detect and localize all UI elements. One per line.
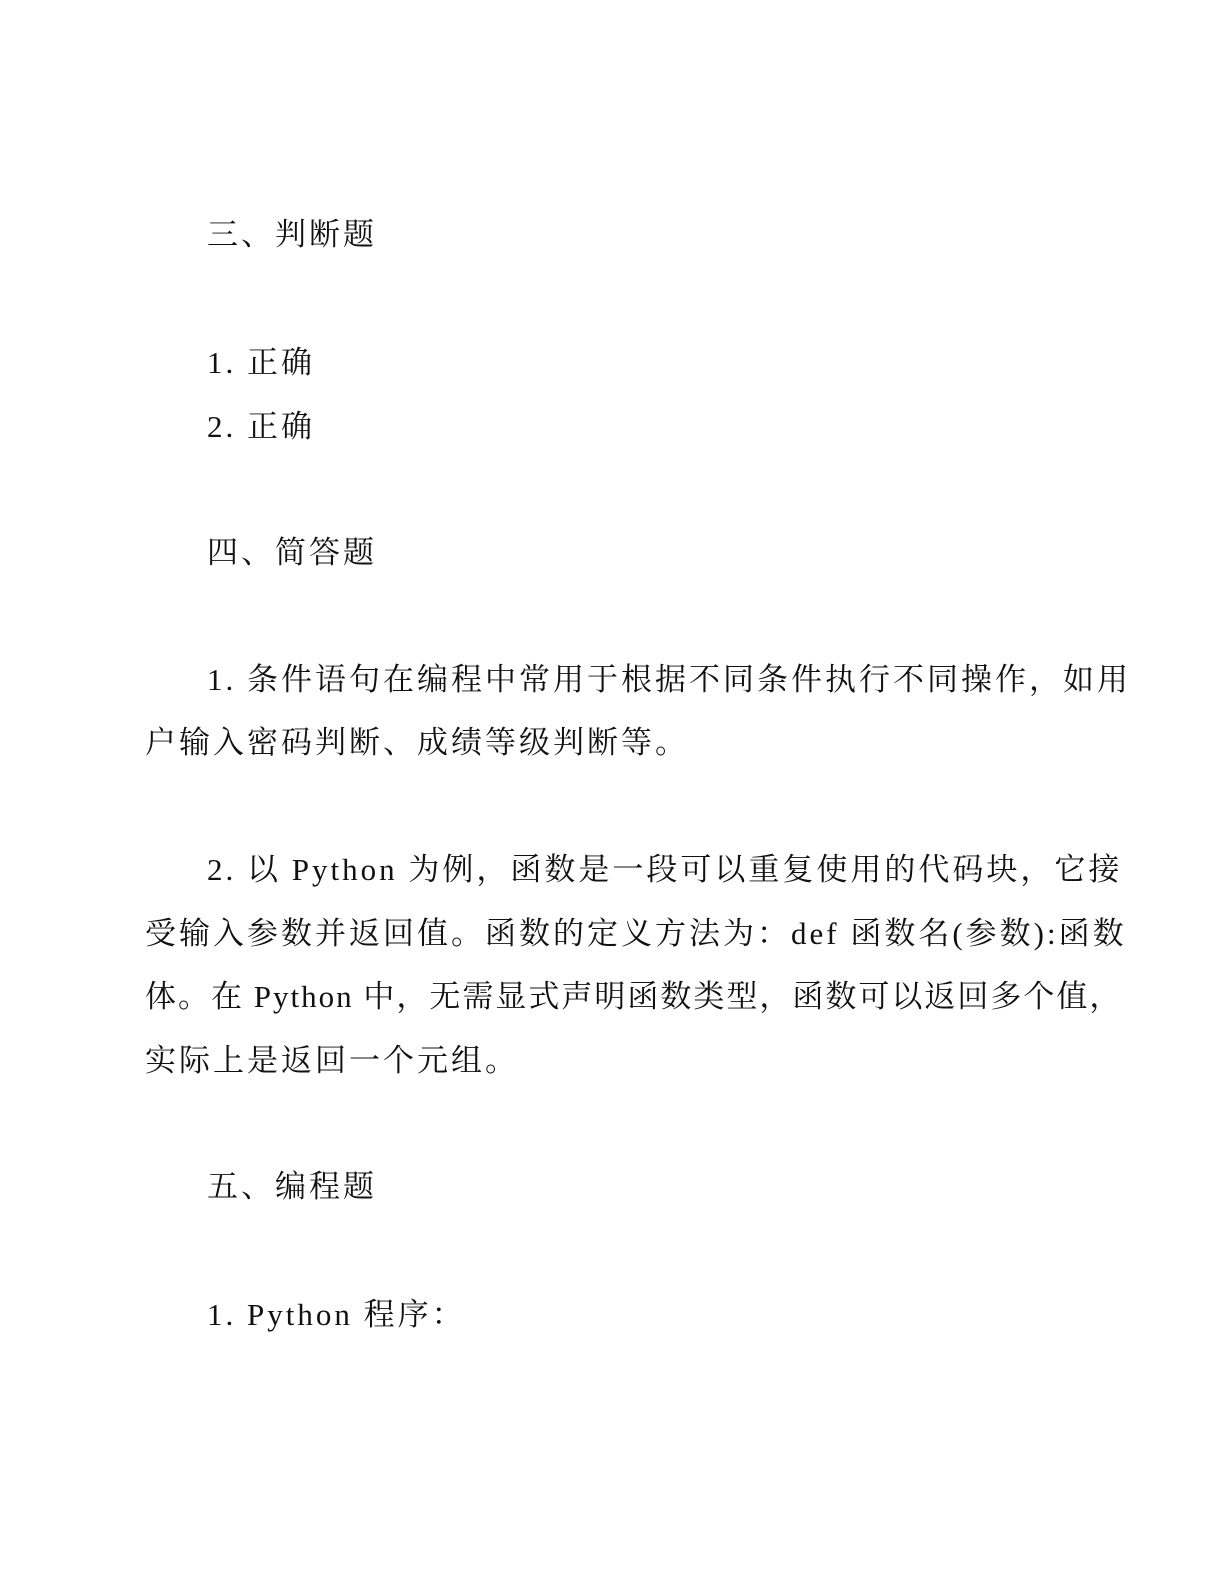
short-answer-2-line-3: 体。在 Python 中，无需显式声明函数类型，函数可以返回多个值，	[145, 979, 1123, 1014]
section-heading-judgement: 三、判断题	[207, 217, 377, 252]
short-answer-2-line-1: 2. 以 Python 为例，函数是一段可以重复使用的代码块，它接	[207, 852, 1123, 887]
judgement-answer-2: 2. 正确	[207, 409, 315, 444]
section-heading-short-answer: 四、简答题	[207, 535, 377, 570]
short-answer-1-line-2: 户输入密码判断、成绩等级判断等。	[145, 725, 689, 760]
short-answer-2-line-4: 实际上是返回一个元组。	[145, 1043, 519, 1078]
judgement-answer-1: 1. 正确	[207, 345, 315, 380]
short-answer-1-line-1: 1. 条件语句在编程中常用于根据不同条件执行不同操作，如用	[207, 662, 1131, 697]
programming-item-1: 1. Python 程序：	[207, 1297, 466, 1332]
short-answer-2-line-2: 受输入参数并返回值。函数的定义方法为：def 函数名(参数):函数	[145, 916, 1127, 951]
section-heading-programming: 五、编程题	[207, 1169, 377, 1204]
